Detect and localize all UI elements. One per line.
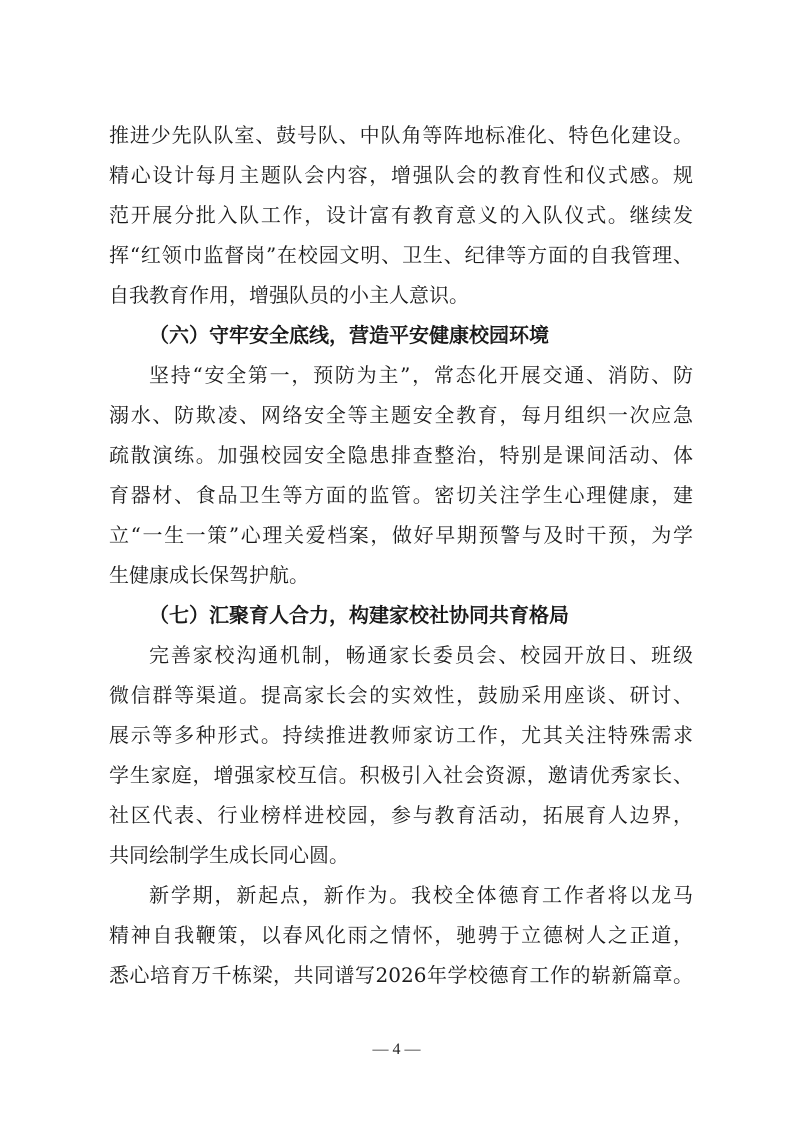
paragraph-line: 溺水、防欺凌、网络安全等主题安全教育，每月组织一次应急 bbox=[109, 403, 693, 427]
section-heading-seven: （七）汇聚育人合力，构建家校社协同共育格局 bbox=[149, 603, 569, 627]
paragraph-line: 社区代表、行业榜样进校园，参与教育活动，拓展育人边界， bbox=[109, 803, 693, 827]
paragraph-line: 育器材、食品卫生等方面的监管。密切关注学生心理健康，建 bbox=[109, 483, 693, 507]
paragraph-line: 共同绘制学生成长同心圆。 bbox=[109, 843, 349, 867]
paragraph-line: 精心设计每月主题队会内容，增强队会的教育性和仪式感。规 bbox=[109, 163, 693, 187]
paragraph-line: 范开展分批入队工作，设计富有教育意义的入队仪式。继续发 bbox=[109, 203, 693, 227]
section-heading-six: （六）守牢安全底线，营造平安健康校园环境 bbox=[149, 323, 549, 347]
paragraph-line: 生健康成长保驾护航。 bbox=[109, 563, 309, 587]
paragraph-line: 自我教育作用，增强队员的小主人意识。 bbox=[109, 283, 469, 307]
paragraph-line: 新学期，新起点，新作为。我校全体德育工作者将以龙马 bbox=[149, 883, 693, 907]
paragraph-line: 精神自我鞭策，以春风化雨之情怀，驰骋于立德树人之正道， bbox=[109, 923, 693, 947]
paragraph-line: 疏散演练。加强校园安全隐患排查整治，特别是课间活动、体 bbox=[109, 443, 693, 467]
paragraph-line: 坚持“安全第一，预防为主”，常态化开展交通、消防、防 bbox=[149, 363, 693, 387]
paragraph-line: 推进少先队队室、鼓号队、中队角等阵地标准化、特色化建设。 bbox=[109, 123, 693, 147]
paragraph-line: 悉心培育万千栋梁，共同谱写2026年学校德育工作的崭新篇章。 bbox=[109, 963, 693, 987]
paragraph-line: 展示等多种形式。持续推进教师家访工作，尤其关注特殊需求 bbox=[109, 723, 693, 747]
paragraph-line: 挥“红领巾监督岗”在校园文明、卫生、纪律等方面的自我管理、 bbox=[109, 243, 693, 267]
paragraph-line: 微信群等渠道。提高家长会的实效性，鼓励采用座谈、研讨、 bbox=[109, 683, 693, 707]
page-number: — 4 — bbox=[372, 1041, 421, 1058]
paragraph-line: 完善家校沟通机制，畅通家长委员会、校园开放日、班级 bbox=[149, 643, 693, 667]
paragraph-line: 立“一生一策”心理关爱档案，做好早期预警与及时干预，为学 bbox=[109, 523, 693, 547]
paragraph-line: 学生家庭，增强家校互信。积极引入社会资源，邀请优秀家长、 bbox=[109, 763, 693, 787]
